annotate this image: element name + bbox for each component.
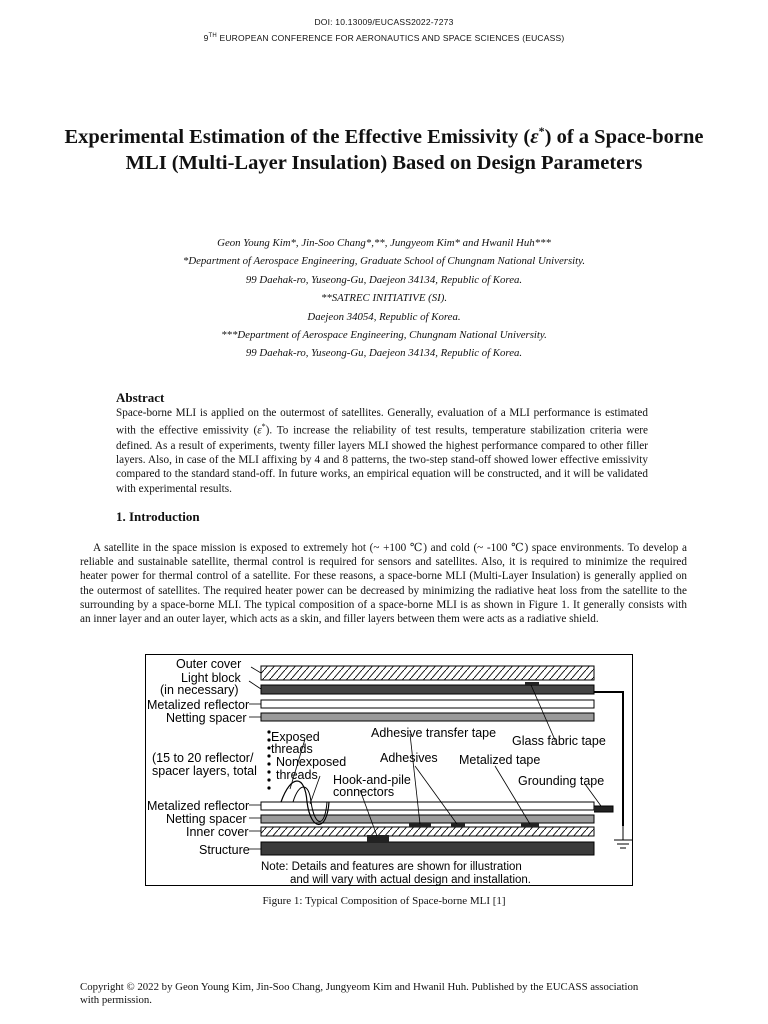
label-nonexposed: Nonexposed xyxy=(276,755,347,769)
conference-line xyxy=(0,33,768,43)
affiliation-line: *Department of Aerospace Engineering, Graduate School of Chungnam National University. xyxy=(182,255,586,268)
affiliation-line: ***Department of Aerospace Engineering, Chungnam National University. xyxy=(221,329,547,342)
conference-name: EUROPEAN CONFERENCE FOR AERONAUTICS AND SPACE SCIENCES (EUCASS) xyxy=(216,33,565,43)
grounding-tape-connection xyxy=(594,806,613,812)
abstract-epsilon: ε xyxy=(257,425,262,438)
label-light-block: Light block xyxy=(181,671,241,685)
label-netting-spacer-bottom: Netting spacer xyxy=(166,812,247,826)
section-heading-introduction: 1. Introduction xyxy=(116,509,200,524)
title-text-2: ) of a Space-borne MLI (Multi-Layer Insulation) Based on Design Parameters xyxy=(125,125,704,174)
title-text-1: Experimental Estimation of the Effective Emissivity ( xyxy=(64,125,531,148)
label-metalized-reflector-bottom: Metalized reflector xyxy=(147,799,250,813)
label-glass-fabric-tape: Glass fabric tape xyxy=(512,734,606,748)
structure-layer xyxy=(261,842,594,855)
label-exposed: Exposed xyxy=(271,730,320,744)
label-in-necessary: (in necessary) xyxy=(160,683,239,697)
title-sup: * xyxy=(538,124,545,138)
label-threads-1: threads xyxy=(271,742,313,756)
conference-number: 9 xyxy=(203,33,209,43)
adhesive-patch xyxy=(451,823,465,827)
inner-cover-layer xyxy=(261,827,594,836)
affiliation-line: **SATREC INITIATIVE (SI). xyxy=(320,292,448,305)
conference-ordinal: TH xyxy=(208,33,217,40)
abstract-text-1: Space-borne MLI is applied on the outermost of satellites. Generally, evaluation of a MLI performance is estimated with the effective emissivity ( xyxy=(116,407,648,438)
affiliation-line: 99 Daehak-ro, Yuseong-Gu, Daejeon 34134, Republic of Korea. xyxy=(245,273,523,286)
paper-title xyxy=(60,118,708,176)
label-metalized-reflector-top: Metalized reflector xyxy=(147,698,250,712)
light-block-layer xyxy=(261,685,594,694)
figure-note-line-2: and will vary with actual design and installation. xyxy=(290,874,531,886)
label-netting-spacer-top: Netting spacer xyxy=(166,711,247,725)
abstract-body xyxy=(116,406,648,496)
affiliation-line: Daejeon 34054, Republic of Korea. xyxy=(307,310,461,323)
affiliation-line: 99 Daehak-ro, Yuseong-Gu, Daejeon 34134, Republic of Korea. xyxy=(245,347,523,360)
outer-cover-layer xyxy=(261,666,594,680)
abstract-sup: * xyxy=(261,422,266,432)
figure-note-line-1: Note: Details and features are shown for illustration xyxy=(261,861,522,873)
abstract-heading: Abstract xyxy=(116,390,165,405)
abstract-text-2: ). To increase the reliability of test results, temperature stabilization criteria were defined. As a result of experiments, twenty filler layers MLI showed the highest performance compared to other filler layers. Also, in case of the MLI affixing by 4 and 8 patterns, the two-step stand-off showed lower effective emissivity compared to the standard stand-off. In future works, an empirical equation will be constructed, and it will be validated with experimental results. xyxy=(116,425,649,495)
label-adhesives: Adhesives xyxy=(380,751,438,765)
copyright-notice: Copyright © 2022 by Geon Young Kim, Jin-Soo Chang, Jungyeom Kim and Hwanil Huh. Published by the EUCASS association with permission. xyxy=(80,981,639,1006)
label-outer-cover: Outer cover xyxy=(176,657,242,671)
label-layers-1: (15 to 20 reflector/ xyxy=(152,751,254,765)
label-adhesive-transfer-tape: Adhesive transfer tape xyxy=(371,726,497,740)
hook-and-pile-connector xyxy=(367,835,389,843)
label-layers-2: spacer layers, total xyxy=(152,764,257,778)
label-hook-and-pile: Hook-and-pile xyxy=(333,773,411,787)
label-inner-cover: Inner cover xyxy=(186,825,249,839)
label-threads-2: threads xyxy=(276,768,318,782)
label-grounding-tape: Grounding tape xyxy=(518,774,605,788)
title-epsilon: ε xyxy=(530,125,539,148)
mli-composition-figure xyxy=(145,654,633,886)
label-connectors: connectors xyxy=(333,785,395,799)
light-block-tab xyxy=(525,682,539,686)
label-metalized-tape: Metalized tape xyxy=(459,753,541,767)
author-block xyxy=(60,234,708,363)
metalized-reflector-top-layer xyxy=(261,700,594,708)
label-structure: Structure xyxy=(199,843,250,857)
author-names: Geon Young Kim*, Jin-Soo Chang*,**, Jungyeom Kim* and Hwanil Huh*** xyxy=(217,237,551,249)
figure-caption: Figure 1: Typical Composition of Space-borne MLI [1] xyxy=(262,895,506,907)
doi-line: DOI: 10.13009/EUCASS2022-7273 xyxy=(314,17,454,27)
introduction-body: A satellite in the space mission is exposed to extremely hot (~ +100 ℃) and cold (~ -100 ℃) space environments. To develop a reliable and sustainable satellite, thermal control is required for sensors and satellites. Also, it is required to minimize the required heater power for thermal control of a satellite. For these reasons, a space-borne MLI (Multi-Layer Insulation) is generally applied on the outermost of satellites. The required heater power can be decreased by minimizing the radiative heat loss from the satellite to the surrounding by a space-borne MLI. The typical composition of a space-borne MLI is as shown in Figure 1. It generally consists with an inner layer and an outer layer, which acts as a skin, and filler layers between them were acts as a radiative shield. xyxy=(80,542,687,626)
